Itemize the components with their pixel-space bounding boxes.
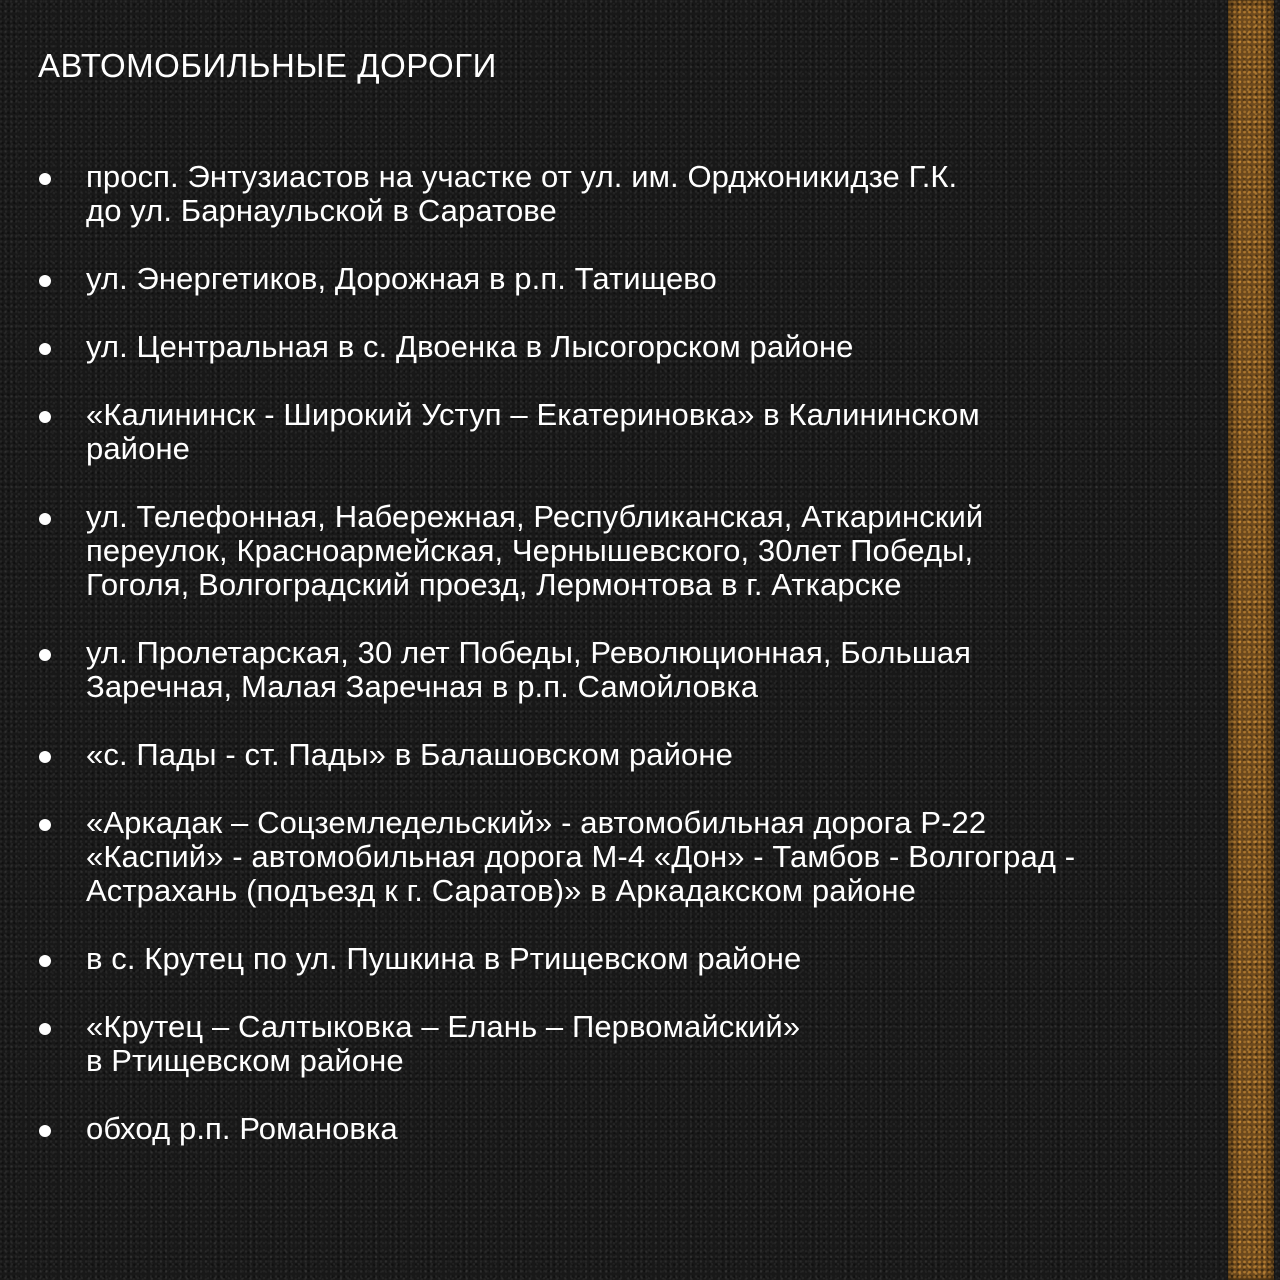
list-item-line: ул. Энергетиков, Дорожная в р.п. Татищево — [86, 261, 717, 296]
list-item-line: «Калининск - Широкий Уступ – Екатериновка» в Калининском — [86, 397, 980, 432]
list-item — [38, 738, 1238, 772]
bullet-icon — [39, 1125, 51, 1137]
bullet-icon — [39, 955, 51, 967]
list-item-line: до ул. Барнаульской в Саратове — [86, 193, 557, 228]
list-item-line: ул. Телефонная, Набережная, Республиканская, Аткаринский — [86, 499, 984, 534]
bullet-icon — [39, 819, 51, 831]
list-item — [38, 636, 1238, 704]
list-item — [38, 1010, 1238, 1078]
bullet-icon — [39, 513, 51, 525]
bullet-icon — [39, 343, 51, 355]
list-item-line: обход р.п. Романовка — [86, 1111, 398, 1146]
list-item-line: ул. Пролетарская, 30 лет Победы, Революционная, Большая — [86, 635, 972, 670]
list-item — [38, 1112, 1238, 1146]
bullet-icon — [39, 411, 51, 423]
list-item-line: Заречная, Малая Заречная в р.п. Самойловка — [86, 669, 759, 704]
list-item-line: «Аркадак – Соцземледельский» - автомобильная дорога Р-22 — [86, 805, 987, 840]
list-item-line: «с. Пады - ст. Пады» в Балашовском районе — [86, 737, 733, 772]
list-item — [38, 942, 1238, 976]
bullet-icon — [39, 275, 51, 287]
list-item-line: в Ртищевском районе — [86, 1043, 404, 1078]
list-item-line: ул. Центральная в с. Двоенка в Лысогорском районе — [86, 329, 854, 364]
page-title: АВТОМОБИЛЬНЫЕ ДОРОГИ — [38, 47, 497, 84]
list-item — [38, 262, 1238, 296]
list-item — [38, 330, 1238, 364]
list-item-line: районе — [86, 431, 190, 466]
list-item-line: «Крутец – Салтыковка – Елань – Первомайский» — [86, 1009, 801, 1044]
list-item — [38, 160, 1238, 228]
bullet-icon — [39, 173, 51, 185]
list-item — [38, 500, 1238, 602]
list-item-line: переулок, Красноармейская, Чернышевского, 30лет Победы, — [86, 533, 974, 568]
list-item-line: в с. Крутец по ул. Пушкина в Ртищевском районе — [86, 941, 802, 976]
list-item-line: Астрахань (подъезд к г. Саратов)» в Аркадакском районе — [86, 873, 916, 908]
road-list — [38, 160, 1238, 1180]
list-item-line: Гоголя, Волгоградский проезд, Лермонтова в г. Аткарске — [86, 567, 902, 602]
bullet-icon — [39, 1023, 51, 1035]
list-item — [38, 806, 1238, 908]
bullet-icon — [39, 649, 51, 661]
bullet-icon — [39, 751, 51, 763]
list-item — [38, 398, 1238, 466]
list-item-line: «Каспий» - автомобильная дорога М-4 «Дон» - Тамбов - Волгоград - — [86, 839, 1076, 874]
list-item-line: просп. Энтузиастов на участке от ул. им. Орджоникидзе Г.К. — [86, 159, 958, 194]
